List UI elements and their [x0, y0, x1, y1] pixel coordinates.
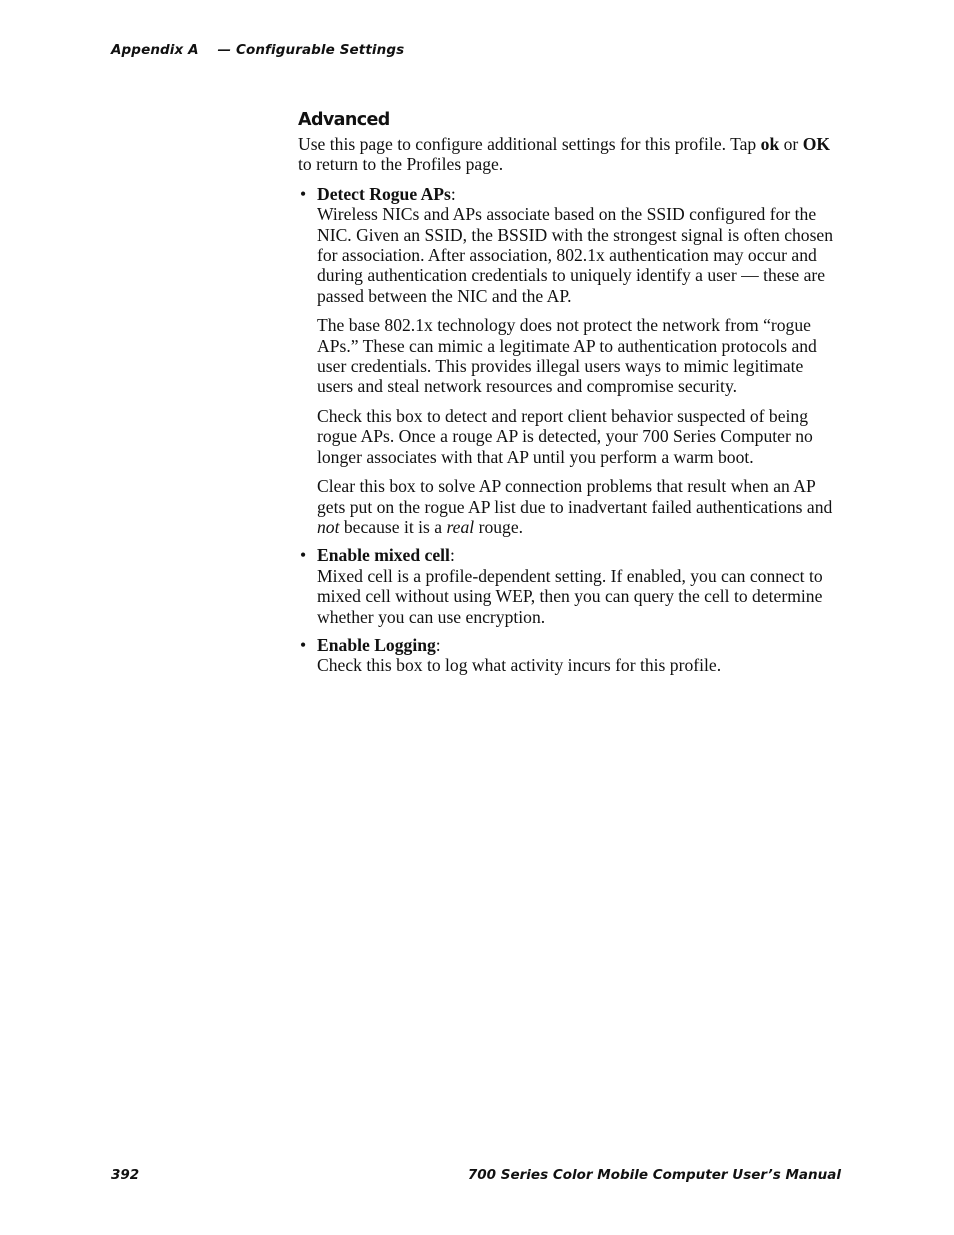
section-intro: [298, 134, 843, 175]
list-item-enable-logging: [298, 635, 843, 676]
list-item-enable-mixed-cell: [298, 545, 843, 627]
text-segment: rouge.: [474, 516, 524, 537]
item-paragraph: Check this box to detect and report client behavior suspected of being rogue APs. Once a rouge AP is detected, your 700 Series Computer no longer associates with that AP until you perform a warm boot.: [317, 405, 813, 467]
list-item-detect-rogue-aps: [298, 184, 843, 538]
emphasis-not: not: [317, 516, 340, 537]
emphasis-real: real: [446, 516, 475, 537]
item-term: Detect Rogue APs: [317, 183, 451, 204]
section-title: Advanced: [298, 110, 390, 130]
item-colon: :: [435, 634, 441, 655]
item-heading: [317, 635, 843, 676]
bullet-glyph: •: [300, 545, 307, 566]
page-number: 392: [111, 1167, 140, 1183]
text-segment: Clear this box to solve AP connection problems that result when an AP gets put on the rogue AP list due to inadvertant failed authentications and: [317, 476, 833, 517]
page-content: [298, 108, 843, 684]
intro-text-middle: or: [779, 134, 803, 154]
intro-ok-upper: OK: [802, 134, 831, 154]
item-heading: [317, 184, 843, 306]
item-colon: :: [450, 183, 456, 204]
item-paragraph: Mixed cell is a profile-dependent setting. If enabled, you can connect to mixed cell without using WEP, then you can query the cell to determine whether you can use encryption.: [317, 565, 823, 627]
settings-list: [298, 184, 843, 676]
header-separator: —: [217, 42, 232, 58]
item-term: Enable mixed cell: [317, 545, 450, 566]
header-chapter: Configurable Settings: [235, 42, 405, 58]
manual-title: 700 Series Color Mobile Computer User’s Manual: [467, 1167, 841, 1183]
intro-text-after: to return to the Profiles page.: [298, 154, 504, 175]
text-segment: because it is a: [339, 516, 447, 537]
item-heading: [317, 545, 843, 627]
running-header: [111, 42, 404, 58]
item-paragraph: Check this box to log what activity incurs for this profile.: [317, 655, 722, 676]
item-term: Enable Logging: [317, 634, 436, 655]
header-appendix: Appendix A: [111, 42, 199, 58]
item-colon: :: [449, 545, 455, 566]
item-paragraph: [317, 476, 843, 537]
bullet-glyph: •: [300, 634, 307, 655]
item-paragraph: Wireless NICs and APs associate based on the SSID configured for the NIC. Given an SSID, the BSSID with the strongest signal is often chosen for association. After association, 802.1x authentication may occur and during authentication credentials to uniquely identify a user — these are passed between the NIC and the AP.: [317, 204, 834, 306]
item-paragraph: The base 802.1x technology does not protect the network from “rogue APs.” These can mimic a legitimate AP to authentication protocols and user credentials. This provides illegal users ways to mimic legitimate users and steal network resources and compromise security.: [317, 315, 817, 397]
bullet-glyph: •: [300, 183, 307, 204]
intro-ok-lower: ok: [760, 134, 780, 154]
intro-text-before: Use this page to configure additional settings for this profile. Tap: [298, 134, 761, 154]
